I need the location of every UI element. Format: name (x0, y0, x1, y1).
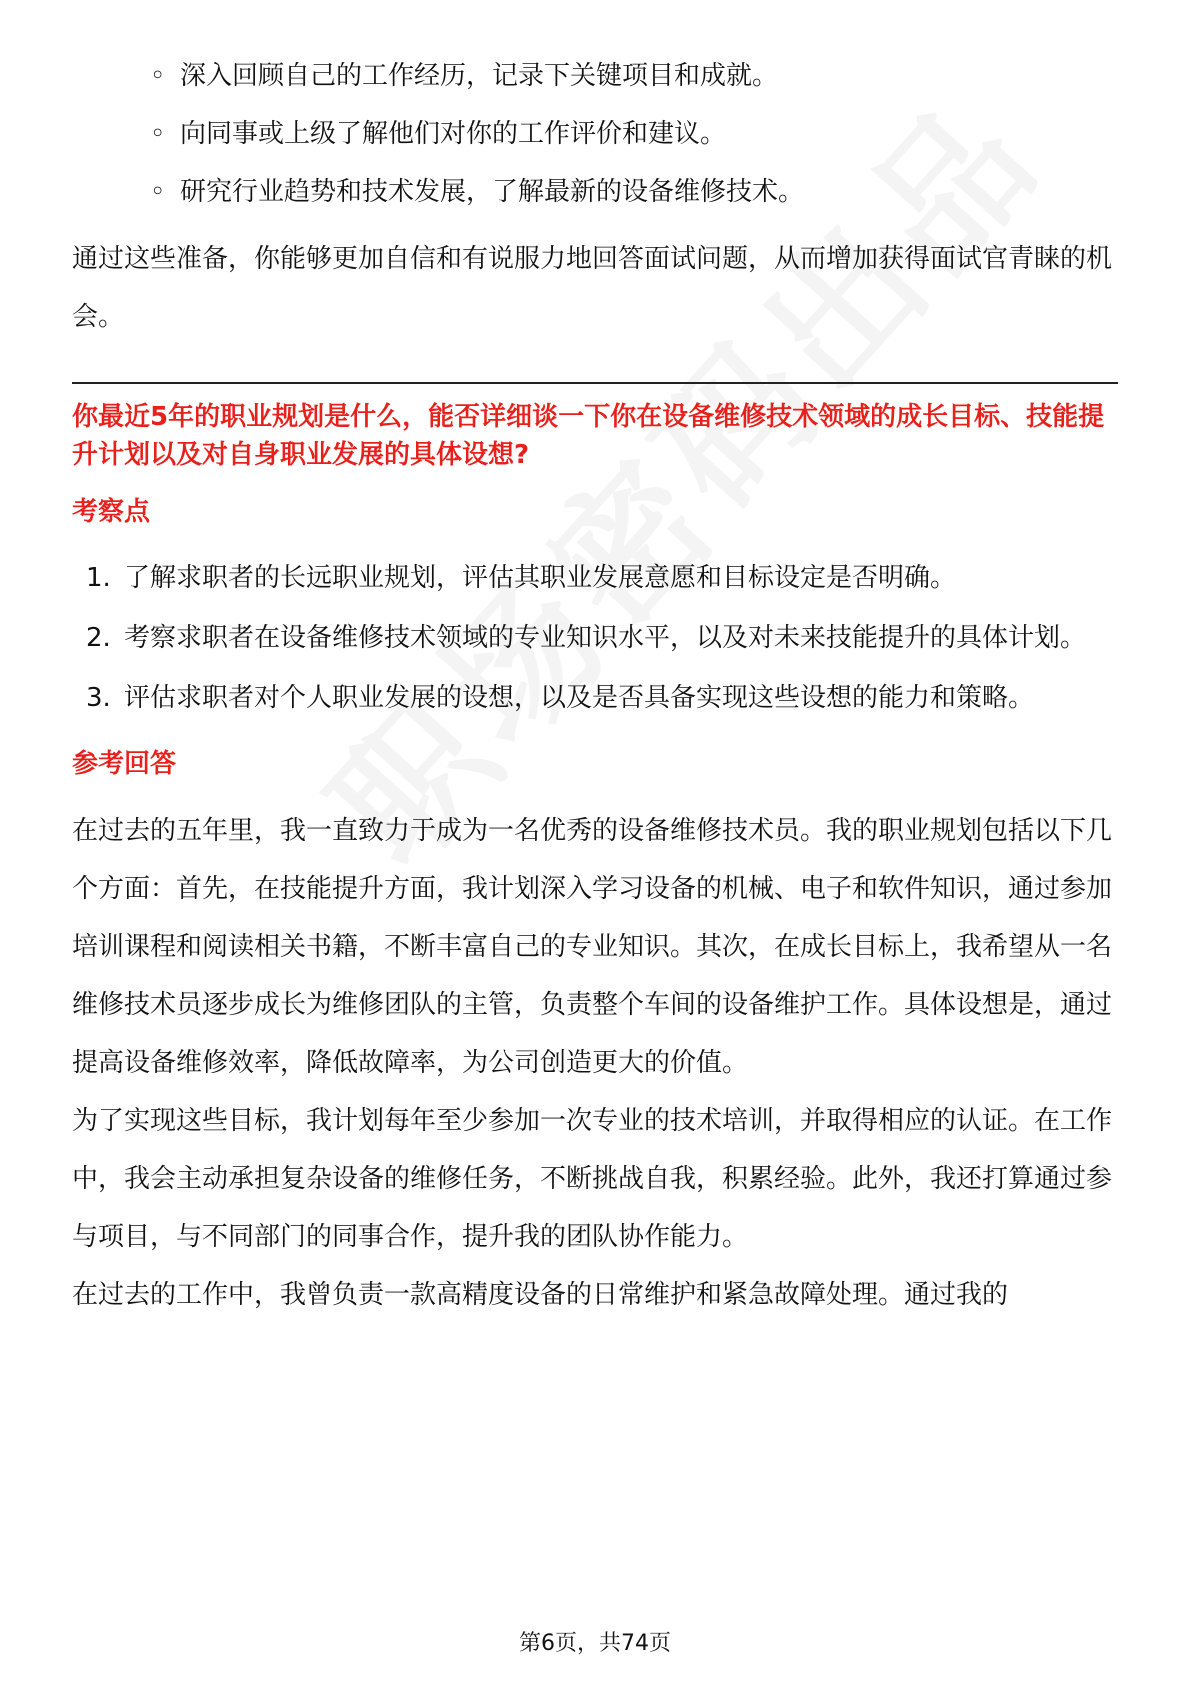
list-item (150, 114, 1118, 154)
bullet-marker: ◦ (150, 177, 166, 207)
answer-heading: 参考回答 (72, 749, 177, 779)
list-item (72, 670, 1118, 726)
answer-paragraph: 为了实现这些目标，我计划每年至少参加一次专业的技术培训，并取得相应的认证。在工作中，我会主动承担复杂设备的维修任务，不断挑战自我，积累经验。此外，我还打算通过参与项目，与不同部门的同事合作，提升我的团队协作能力。 (72, 1106, 1113, 1252)
answer-paragraph: 在过去的工作中，我曾负责一款高精度设备的日常维护和紧急故障处理。通过我的 (72, 1280, 1009, 1310)
item-number: 1. (86, 563, 111, 593)
item-number: 2. (86, 623, 111, 653)
list-item (72, 550, 1118, 606)
bullet-text: 研究行业趋势和技术发展，了解最新的设备维修技术。 (180, 177, 805, 207)
item-text: 考察求职者在设备维修技术领域的专业知识水平，以及对未来技能提升的具体计划。 (124, 623, 1087, 653)
page-footer: 第6页，共74页 (519, 1631, 671, 1656)
item-text: 评估求职者对个人职业发展的设想，以及是否具备实现这些设想的能力和策略。 (124, 683, 1035, 713)
item-number: 3. (86, 683, 111, 713)
list-item (150, 56, 1118, 96)
page-content (72, 56, 1118, 1324)
bullet-marker: ◦ (150, 119, 166, 149)
bullet-text: 向同事或上级了解他们对你的工作评价和建议。 (180, 119, 727, 149)
answer-paragraph: 在过去的五年里，我一直致力于成为一名优秀的设备维修技术员。我的职业规划包括以下几个方面：首先，在技能提升方面，我计划深入学习设备的机械、电子和软件知识，通过参加培训课程和阅读相关书籍，不断丰富自己的专业知识。其次，在成长目标上，我希望从一名维修技术员逐步成长为维修团队的主管，负责整个车间的设备维护工作。具体设想是，通过提高设备维修效率，降低故障率，为公司创造更大的价值。 (72, 816, 1113, 1078)
bullet-text: 深入回顾自己的工作经历，记录下关键项目和成就。 (180, 61, 779, 91)
prep-bullet-list (150, 56, 1118, 212)
list-item (72, 610, 1118, 666)
item-text: 了解求职者的长远职业规划，评估其职业发展意愿和目标设定是否明确。 (124, 563, 957, 593)
points-list (72, 550, 1118, 726)
section-divider (72, 382, 1118, 384)
list-item (150, 172, 1118, 212)
bullet-marker: ◦ (150, 61, 166, 91)
summary-paragraph: 通过这些准备，你能够更加自信和有说服力地回答面试问题，从而增加获得面试官青睐的机会。 (72, 244, 1113, 332)
interview-question: 你最近5年的职业规划是什么，能否详细谈一下你在设备维修技术领域的成长目标、技能提升计划以及对自身职业发展的具体设想? (72, 402, 1105, 470)
points-heading: 考察点 (72, 497, 151, 527)
